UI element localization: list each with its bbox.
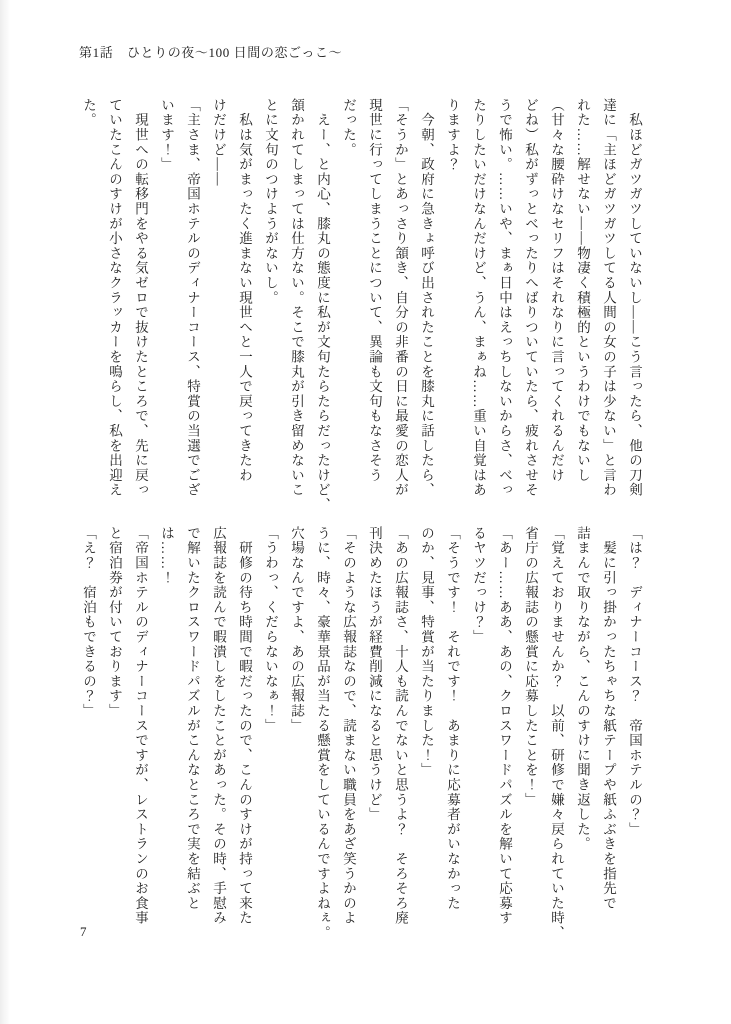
text-line: 「帝国ホテルのディナーコースですが、レストランのお食事 [133,526,148,926]
text-line: れた……解せない――物凄く積極的というわけでもないし [575,98,590,483]
text-line: たりしたいだけなんだけど、うん、まぁね……重い自覚はあ [471,98,486,498]
text-line: りますよ？ [445,98,460,172]
text-line: うで怖い。……いや、まぁ日中はえっちしないからさ、べっ [497,98,512,498]
text-line: 「え？ 宿泊もできるの？」 [81,526,96,719]
page-number: 7 [80,924,87,939]
text-line: 「覚えておりませんか？ 以前、研修で嫌々戻られていた時、 [549,526,564,941]
text-line: 「そうです！ それです！ あまりに応募者がいなかった [445,526,460,911]
text-line: た。 [81,98,96,128]
text-line: 研修の待ち時間で暇だったので、こんのすけが持って来た [237,526,252,926]
text-line: 達に「主ほどガツガツしてる人間の女の子は少ない」と言わ [601,98,616,498]
text-line: 広報誌を読んで暇潰しをしたことがあった。その時、手慰み [211,526,226,926]
text-line: 「主さま、帝国ホテルのディナーコース、特賞の当選でござ [185,98,200,498]
text-line: どね）私がずっとべったりへばりついていたら、疲れさせそ [523,98,538,498]
text-line: で解いたクロスワードパズルがこんなところで実を結ぶと [185,526,200,911]
text-line: けだけど―― [211,98,226,187]
chapter-title: 第1話 ひとりの夜〜100 日間の恋ごっこ〜 [79,45,343,60]
text-line: （甘々な腰砕けなセリフはそれなりに言ってくれるんだけ [549,98,564,483]
text-line: 「うわっ、くだらないなぁ！」 [263,526,278,734]
text-line: は……！ [159,526,174,586]
text-line: 刊決めたほうが経費削減になると思うけど」 [367,526,382,822]
text-line: 現世に行ってしまうことについて、異論も文句もなさそう [367,98,382,483]
text-line: 私ほどガツガツしていないし――こう言ったら、他の刀剣 [627,98,642,498]
text-line: 詰まんで取りながら、こんのすけに聞き返した。 [575,526,590,852]
text-block-lower [75,526,647,972]
text-line: えー、と内心、膝丸の態度に私が文句たらたらだったけど、 [315,98,330,513]
text-line: と宿泊券が付いております」 [107,526,122,719]
text-line: ていたこんのすけが小さなクラッカーを鳴らし、私を出迎え [107,98,122,498]
text-line: とに文句のつけようがないし。 [263,98,278,306]
text-line: 今朝、政府に急きょ呼び出されたことを膝丸に話したら、 [419,98,434,498]
text-line: 頷かれてしまっては仕方ない。そこで膝丸が引き留めないこ [289,98,304,498]
text-line: うに、時々、豪華景品が当たる懸賞をしているんですよねぇ。 [315,526,330,941]
text-line: います！」 [159,98,174,172]
text-line: 「そうか」とあっさり頷き、自分の非番の日に最愛の恋人が [393,98,408,498]
text-line: 「あー……ああ、あの、クロスワードパズルを解いて応募す [497,526,512,926]
text-line: 省庁の広報誌の懸賞に応募したことを！」 [523,526,538,808]
text-line: 現世への転移門をやる気ゼロで抜けたところで、先に戻っ [133,98,148,498]
text-line: 「は？ ディナーコース？ 帝国ホテルの？」 [627,526,642,837]
text-block-upper [75,98,647,538]
text-line: のか、見事、特賞が当たりました！」 [419,526,434,778]
text-line: 「あの広報誌さ、十人も読んでないと思うよ？ そろそろ廃 [393,526,408,926]
text-line: 私は気がまったく進まない現世へと一人で戻ってきたわ [237,98,252,483]
text-line: 穴場なんですよ、あの広報誌」 [289,526,304,734]
text-line: 「そのような広報誌なので、読まない職員をあざ笑うかのよ [341,526,356,926]
text-line: るヤツだっけ？」 [471,526,486,645]
text-line: だった。 [341,98,356,158]
text-line: 髪に引っ掛かったちゃちな紙テープや紙ふぶきを指先で [601,526,616,911]
